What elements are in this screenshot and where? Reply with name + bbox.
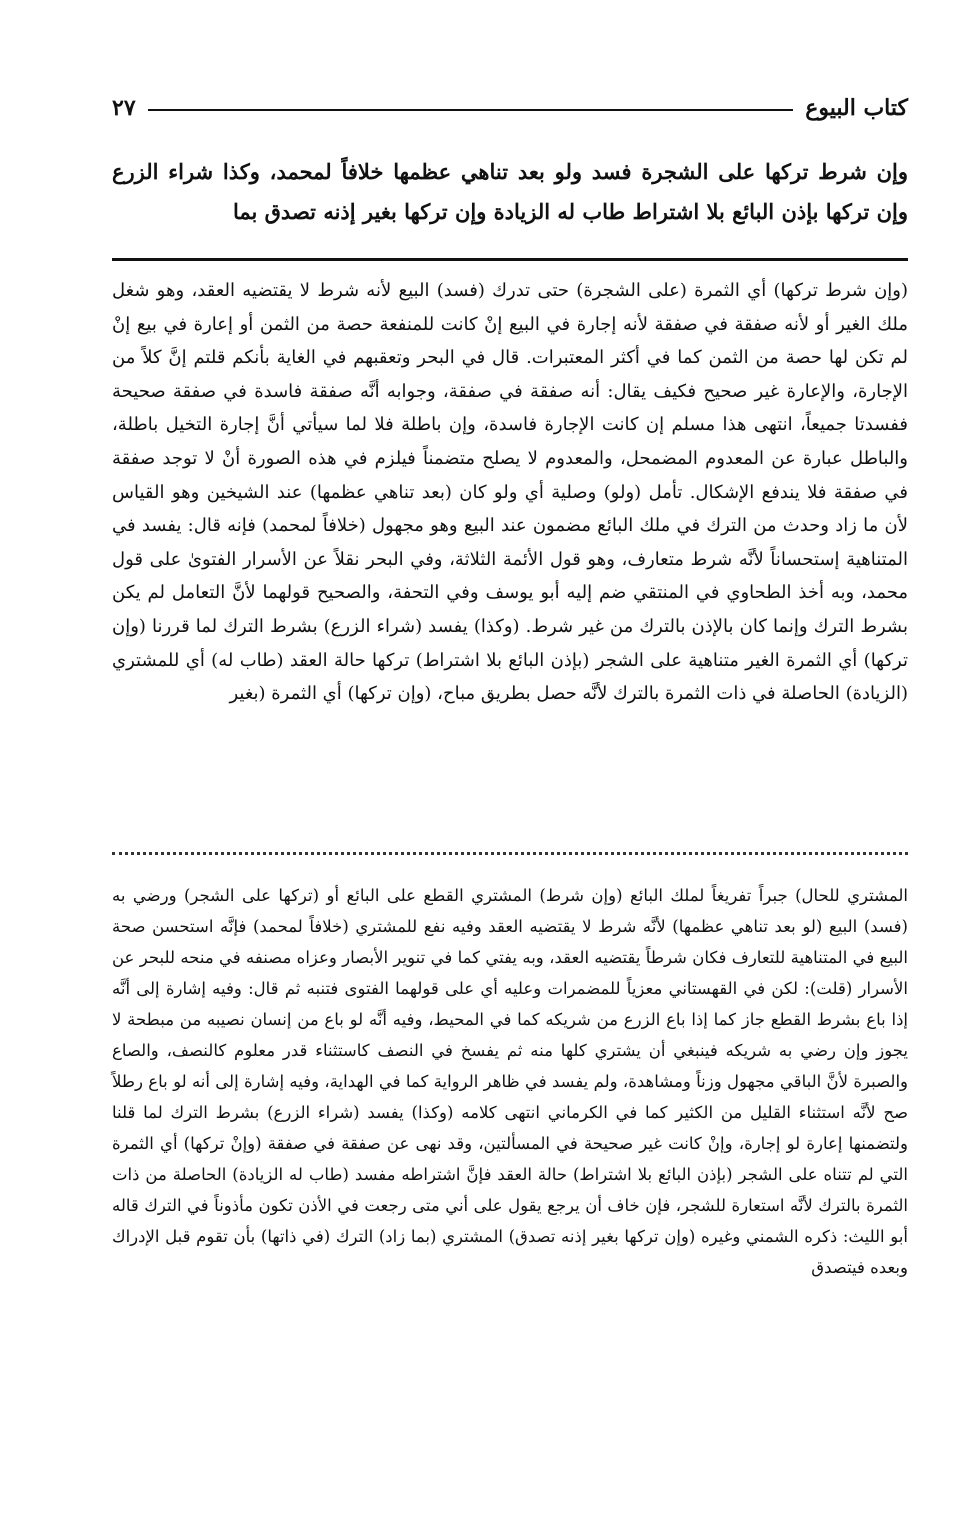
dotted-separator: [112, 852, 908, 867]
header-rule: [148, 109, 794, 111]
commentary-first: (وإن شرط تركها) أي الثمرة (على الشجرة) حتى تدرك (فسد) البيع لأنه شرط لا يقتضيه العقد، وهو شغل ملك الغير أو لأنه صفقة في صفقة لأنه إجارة في البيع إنْ كانت للمنفعة حصة من الثمن أو إعارة في بيع إنْ لم تكن لها حصة من الثمن كما في أكثر المعتبرات. قال في البحر وتعقبهم في الغاية بأنكم قلتم إنَّ كلاً من الإجارة، والإعارة غير صحيح فكيف يقال: أنه صفقة في صفقة، وجوابه أنَّه صفقة فاسدة في صفقة صحيحة ففسدتا جميعاً، انتهى هذا مسلم إن كانت الإجارة فاسدة، وإن باطلة فلا لما سيأتي أنَّ إجارة التخيل باطلة، والباطل عبارة عن المعدوم المضمحل، والمعدوم لا يصلح متضمناً فيلزم في هذه الصورة أنْ لا توجد صفقة في صفقة فلا يندفع الإشكال. تأمل (ولو) وصلية أي ولو كان (بعد تناهي عظمها) عند الشيخين وهو القياس لأن ما زاد وحدث من الترك في ملك البائع مضمون عند البيع وهو مجهول (خلافاً لمحمد) فإنه قال: يفسد في المتناهية إستحساناً لأنَّه شرط متعارف، وهو قول الأئمة الثلاثة، وفي البحر نقلاً عن الأسرار الفتوىٰ على قول محمد، وبه أخذ الطحاوي في المنتقي ضم إليه أبو يوسف وفي التحفة، والصحيح قولهما لأنَّ التعامل لم يكن بشرط الترك وإنما كان بالإذن بالترك من غير شرط. (وكذا) يفسد (شراء الزرع) بشرط الترك لما قررنا (وإن تركها) أي الثمرة الغير متناهية على الشجر (بإذن البائع بلا اشتراط) تركها حالة العقد (طاب له) أي للمشتري (الزيادة) الحاصلة في ذات الثمرة بالترك لأنَّه حصل بطريق مباح، (وإن تركها) أي الثمرة (بغير: [112, 280, 908, 705]
text-separator-line: [112, 258, 908, 261]
main-text: وإن شرط تركها على الشجرة فسد ولو بعد تناهي عظمها خلافاً لمحمد، وكذا شراء الزرع وإن تركها بإذن البائع بلا اشتراط طاب له الزيادة وإن تركها بغير إذنه تصدق بما: [112, 159, 908, 224]
commentary-second: المشتري للحال) جبراً تفريغاً لملك البائع (وإن شرط) المشتري القطع على البائع أو (تركها على الشجر) ورضي به (فسد) البيع (لو بعد تناهي عظمها) لأنَّه شرط لا يقتضيه العقد وفيه نفع للمشتري (خلافاً لمحمد) فإنَّه استحسن صحة البيع في المتناهية للتعارف فكان شرطاً يقتضيه العقد، وبه يفتي كما في تنوير الأبصار وعزاه مصنفه في منحه للبحر عن الأسرار (قلت): لكن في القهستاني معزياً للمضمرات وعليه أي على قولهما الفتوى فتنبه ثم قال: وفيه إشارة إلى أنَّه إذا باع بشرط القطع جاز كما إذا باع الزرع من شريكه كما في المحيط، وفيه أنَّه لو باع من إنسان نصيبه من مبطحة لا يجوز وإن رضي به شريكه فينبغي أن يشتري كلها منه ثم يفسخ في النصف كاستثناء قدر معلوم كالنصف، والصاع والصبرة لأنَّ الباقي مجهول وزناً ومشاهدة، ولم يفسد في ظاهر الرواية كما في الهداية، وفيه إشارة إلى أنه لو باع رطلاً صح لأنَّه استثناء القليل من الكثير كما في الكرماني انتهى كلامه (وكذا) يفسد (شراء الزرع) بشرط الترك لما قلنا ولتضمنها إعارة لو إجارة، وإنْ كانت غير صحيحة في المسألتين، وقد نهى عن صفقة في صفقة (وإنْ تركها) أي الثمرة التي لم تتناه على الشجر (بإذن البائع بلا اشتراط) حالة العقد فإنَّ اشتراطه مفسد (طاب له الزيادة) الحاصلة من ذات الثمرة بالترك لأنَّه استعارة للشجر، فإن خاف أن يرجع يقول على أني متى رجعت في الأذن تكون مأذوناً في الترك قاله أبو الليث: ذكره الشمني وغيره (وإن تركها بغير إذنه تصدق) المشتري (بما زاد) الترك (في ذاتها) بأن تقوم قبل الإدراك وبعده فيتصدق: [112, 886, 908, 1277]
page-number: ٢٧: [112, 95, 136, 121]
page-header: [112, 88, 908, 128]
chapter-title: كتاب البيوع: [805, 95, 908, 121]
